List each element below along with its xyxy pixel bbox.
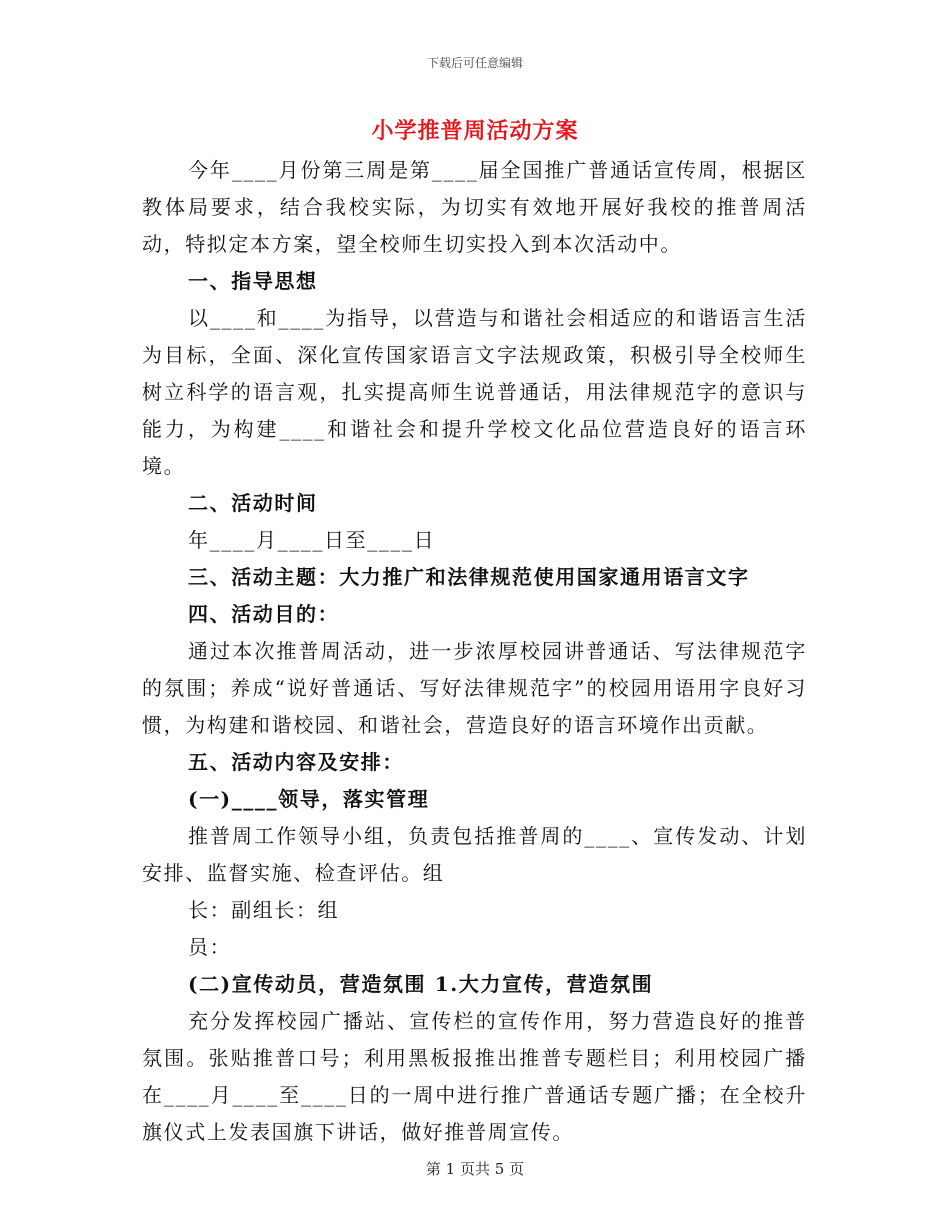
intro-paragraph: 今年____月份第三周是第____届全国推广普通话宣传周，根据区教体局要求，结合我校实际，为切实有效地开展好我校的推普周活动，特拟定本方案，望全校师生切实投入到本次活动中。 <box>142 158 807 256</box>
activity-time-paragraph: 年____月____日至____日 <box>188 528 436 552</box>
subsection-heading-leadership: (一)____领导，落实管理 <box>188 787 430 811</box>
guiding-ideology-paragraph: 以____和____为指导，以营造与和谐社会相适应的和谐语言生活为目标，全面、深化宣传国家语言文字法规政策，积极引导全校师生树立科学的语言观，扎实提高师生说普通话，用法律规范字的意识与能力，为构建____和谐社会和提升学校文化品位营造良好的语言环境。 <box>142 306 807 478</box>
section-heading-activity-content: 五、活动内容及安排： <box>188 750 404 774</box>
leadership-paragraph: 推普周工作领导小组，负责包括推普周的____、宣传发动、计划安排、监督实施、检查评估。组 <box>142 824 807 885</box>
page-header-note: 下载后可任意编辑 <box>426 56 523 70</box>
leadership-line-2: 长：副组长：组 <box>188 898 340 922</box>
document-body <box>142 152 807 1151</box>
section-heading-guiding-ideology: 一、指导思想 <box>188 269 318 293</box>
page-footer-number: 第 1 页共 5 页 <box>425 1160 525 1178</box>
leadership-line-3: 员： <box>188 935 232 959</box>
publicity-paragraph: 充分发挥校园广播站、宣传栏的宣传作用，努力营造良好的推普氛围。张贴推普口号；利用黑板报推出推普专题栏目；利用校园广播在____月____至____日的一周中进行推广普通话专题广播；在全校升旗仪式上发表国旗下讲话，做好推普周宣传。 <box>142 1009 807 1144</box>
section-heading-activity-time: 二、活动时间 <box>188 491 318 515</box>
subsection-heading-publicity: (二)宣传动员，营造氛围 1.大力宣传，营造氛围 <box>188 972 654 996</box>
document-title: 小学推普周活动方案 <box>371 118 579 144</box>
activity-purpose-paragraph: 通过本次推普周活动，进一步浓厚校园讲普通话、写法律规范字的氛围；养成“说好普通话、写好法律规范字”的校园用语用字良好习惯，为构建和谐校园、和谐社会，营造良好的语言环境作出贡献。 <box>142 639 807 737</box>
section-heading-activity-theme: 三、活动主题：大力推广和法律规范使用国家通用语言文字 <box>188 565 750 589</box>
section-heading-activity-purpose: 四、活动目的： <box>188 602 340 626</box>
